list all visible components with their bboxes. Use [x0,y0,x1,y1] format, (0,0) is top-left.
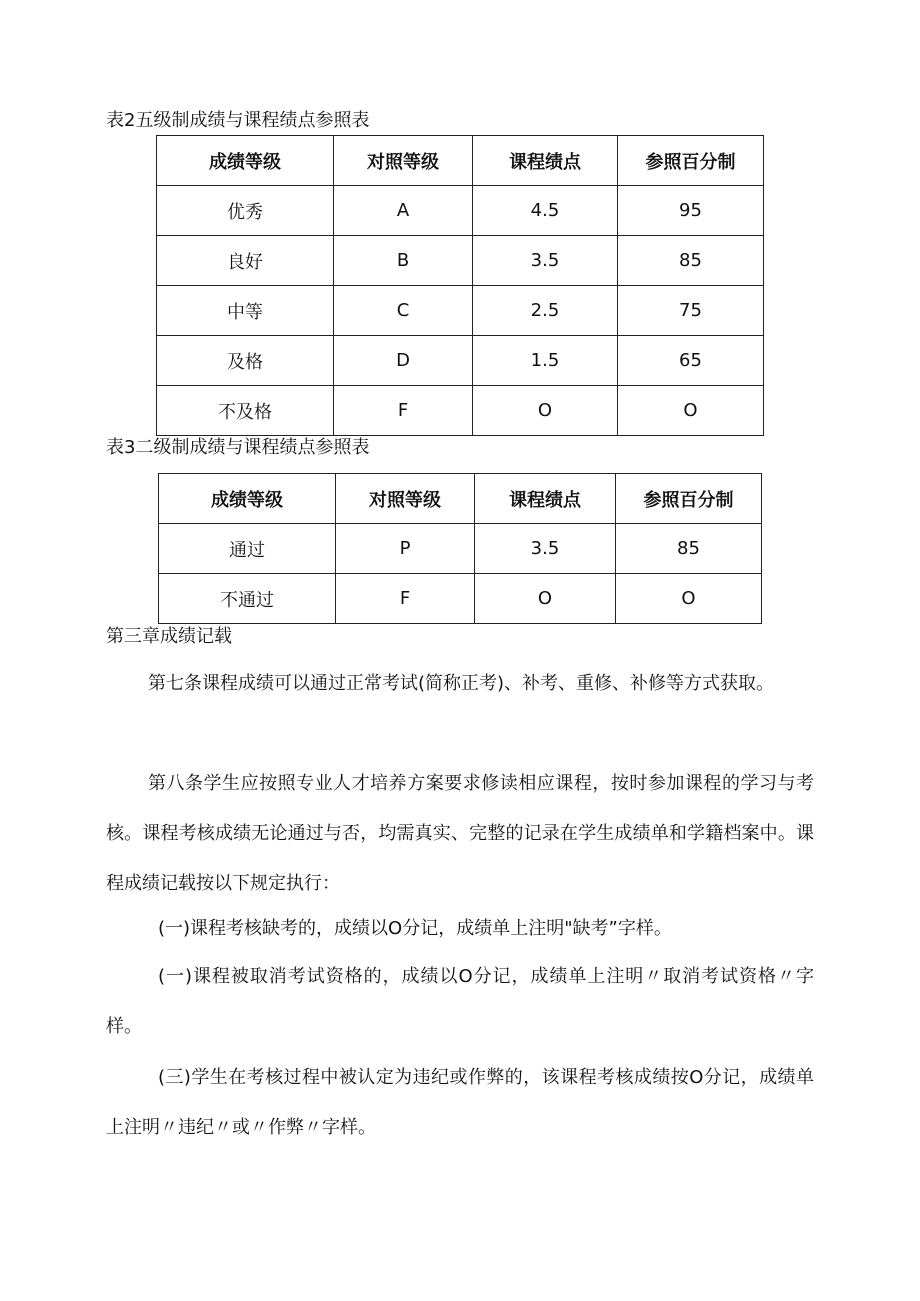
table-cell: O [618,386,764,436]
column-header: 成绩等级 [159,474,336,524]
table-header-row [159,474,762,524]
table-row [157,386,764,436]
table-cell: A [334,186,473,236]
table-row [159,574,762,624]
table-cell: F [336,574,475,624]
table-cell: 75 [618,286,764,336]
table-cell: D [334,336,473,386]
article-7-paragraph: 第七条课程成绩可以通过正常考试(简称正考)、补考、重修、补修等方式获取。 [148,673,775,694]
column-header: 参照百分制 [618,136,764,186]
table-row [157,236,764,286]
table-cell: O [616,574,762,624]
table-cell: 1.5 [473,336,618,386]
two-level-grade-table [158,473,762,624]
column-header: 课程绩点 [473,136,618,186]
table-row [157,286,764,336]
rule-item-1: (一)课程考核缺考的，成绩以O分记，成绩单上注明"缺考”字样。 [158,918,672,939]
table-cell: 不通过 [159,574,336,624]
rule-item-2: (一)课程被取消考试资格的，成绩以O分记，成绩单上注明〃取消考试资格〃字样。 [106,966,814,1037]
article-8-paragraph: 第八条学生应按照专业人才培养方案要求修读相应课程，按时参加课程的学习与考核。课程考核成绩无论通过与否，均需真实、完整的记录在学生成绩单和学籍档案中。课程成绩记载按以下规定执行： [106,773,814,894]
table-header-row [157,136,764,186]
table-cell: 85 [616,524,762,574]
table-cell: C [334,286,473,336]
table2-caption: 表2五级制成绩与课程绩点参照表 [106,110,370,131]
table-cell: 及格 [157,336,334,386]
column-header: 课程绩点 [475,474,616,524]
table-cell: 2.5 [473,286,618,336]
table-cell: 良好 [157,236,334,286]
column-header: 参照百分制 [616,474,762,524]
column-header: 对照等级 [334,136,473,186]
chapter-title: 第三章成绩记载 [106,626,232,647]
table-cell: 95 [618,186,764,236]
table-cell: B [334,236,473,286]
table3-caption: 表3二级制成绩与课程绩点参照表 [106,437,370,458]
table-cell: 优秀 [157,186,334,236]
table-cell: 3.5 [475,524,616,574]
five-level-grade-table [156,135,764,436]
table-cell: O [473,386,618,436]
column-header: 对照等级 [336,474,475,524]
table-cell: 65 [618,336,764,386]
rule-item-3: (三)学生在考核过程中被认定为违纪或作弊的，该课程考核成绩按O分记，成绩单上注明〃违纪〃或〃作弊〃字样。 [106,1067,814,1138]
table-cell: 85 [618,236,764,286]
table-row [157,336,764,386]
table-row [159,524,762,574]
table-cell: F [334,386,473,436]
column-header: 成绩等级 [157,136,334,186]
table-cell: 中等 [157,286,334,336]
table-row [157,186,764,236]
table-cell: O [475,574,616,624]
table-cell: 3.5 [473,236,618,286]
table-cell: 通过 [159,524,336,574]
table-cell: P [336,524,475,574]
table-cell: 不及格 [157,386,334,436]
table-cell: 4.5 [473,186,618,236]
